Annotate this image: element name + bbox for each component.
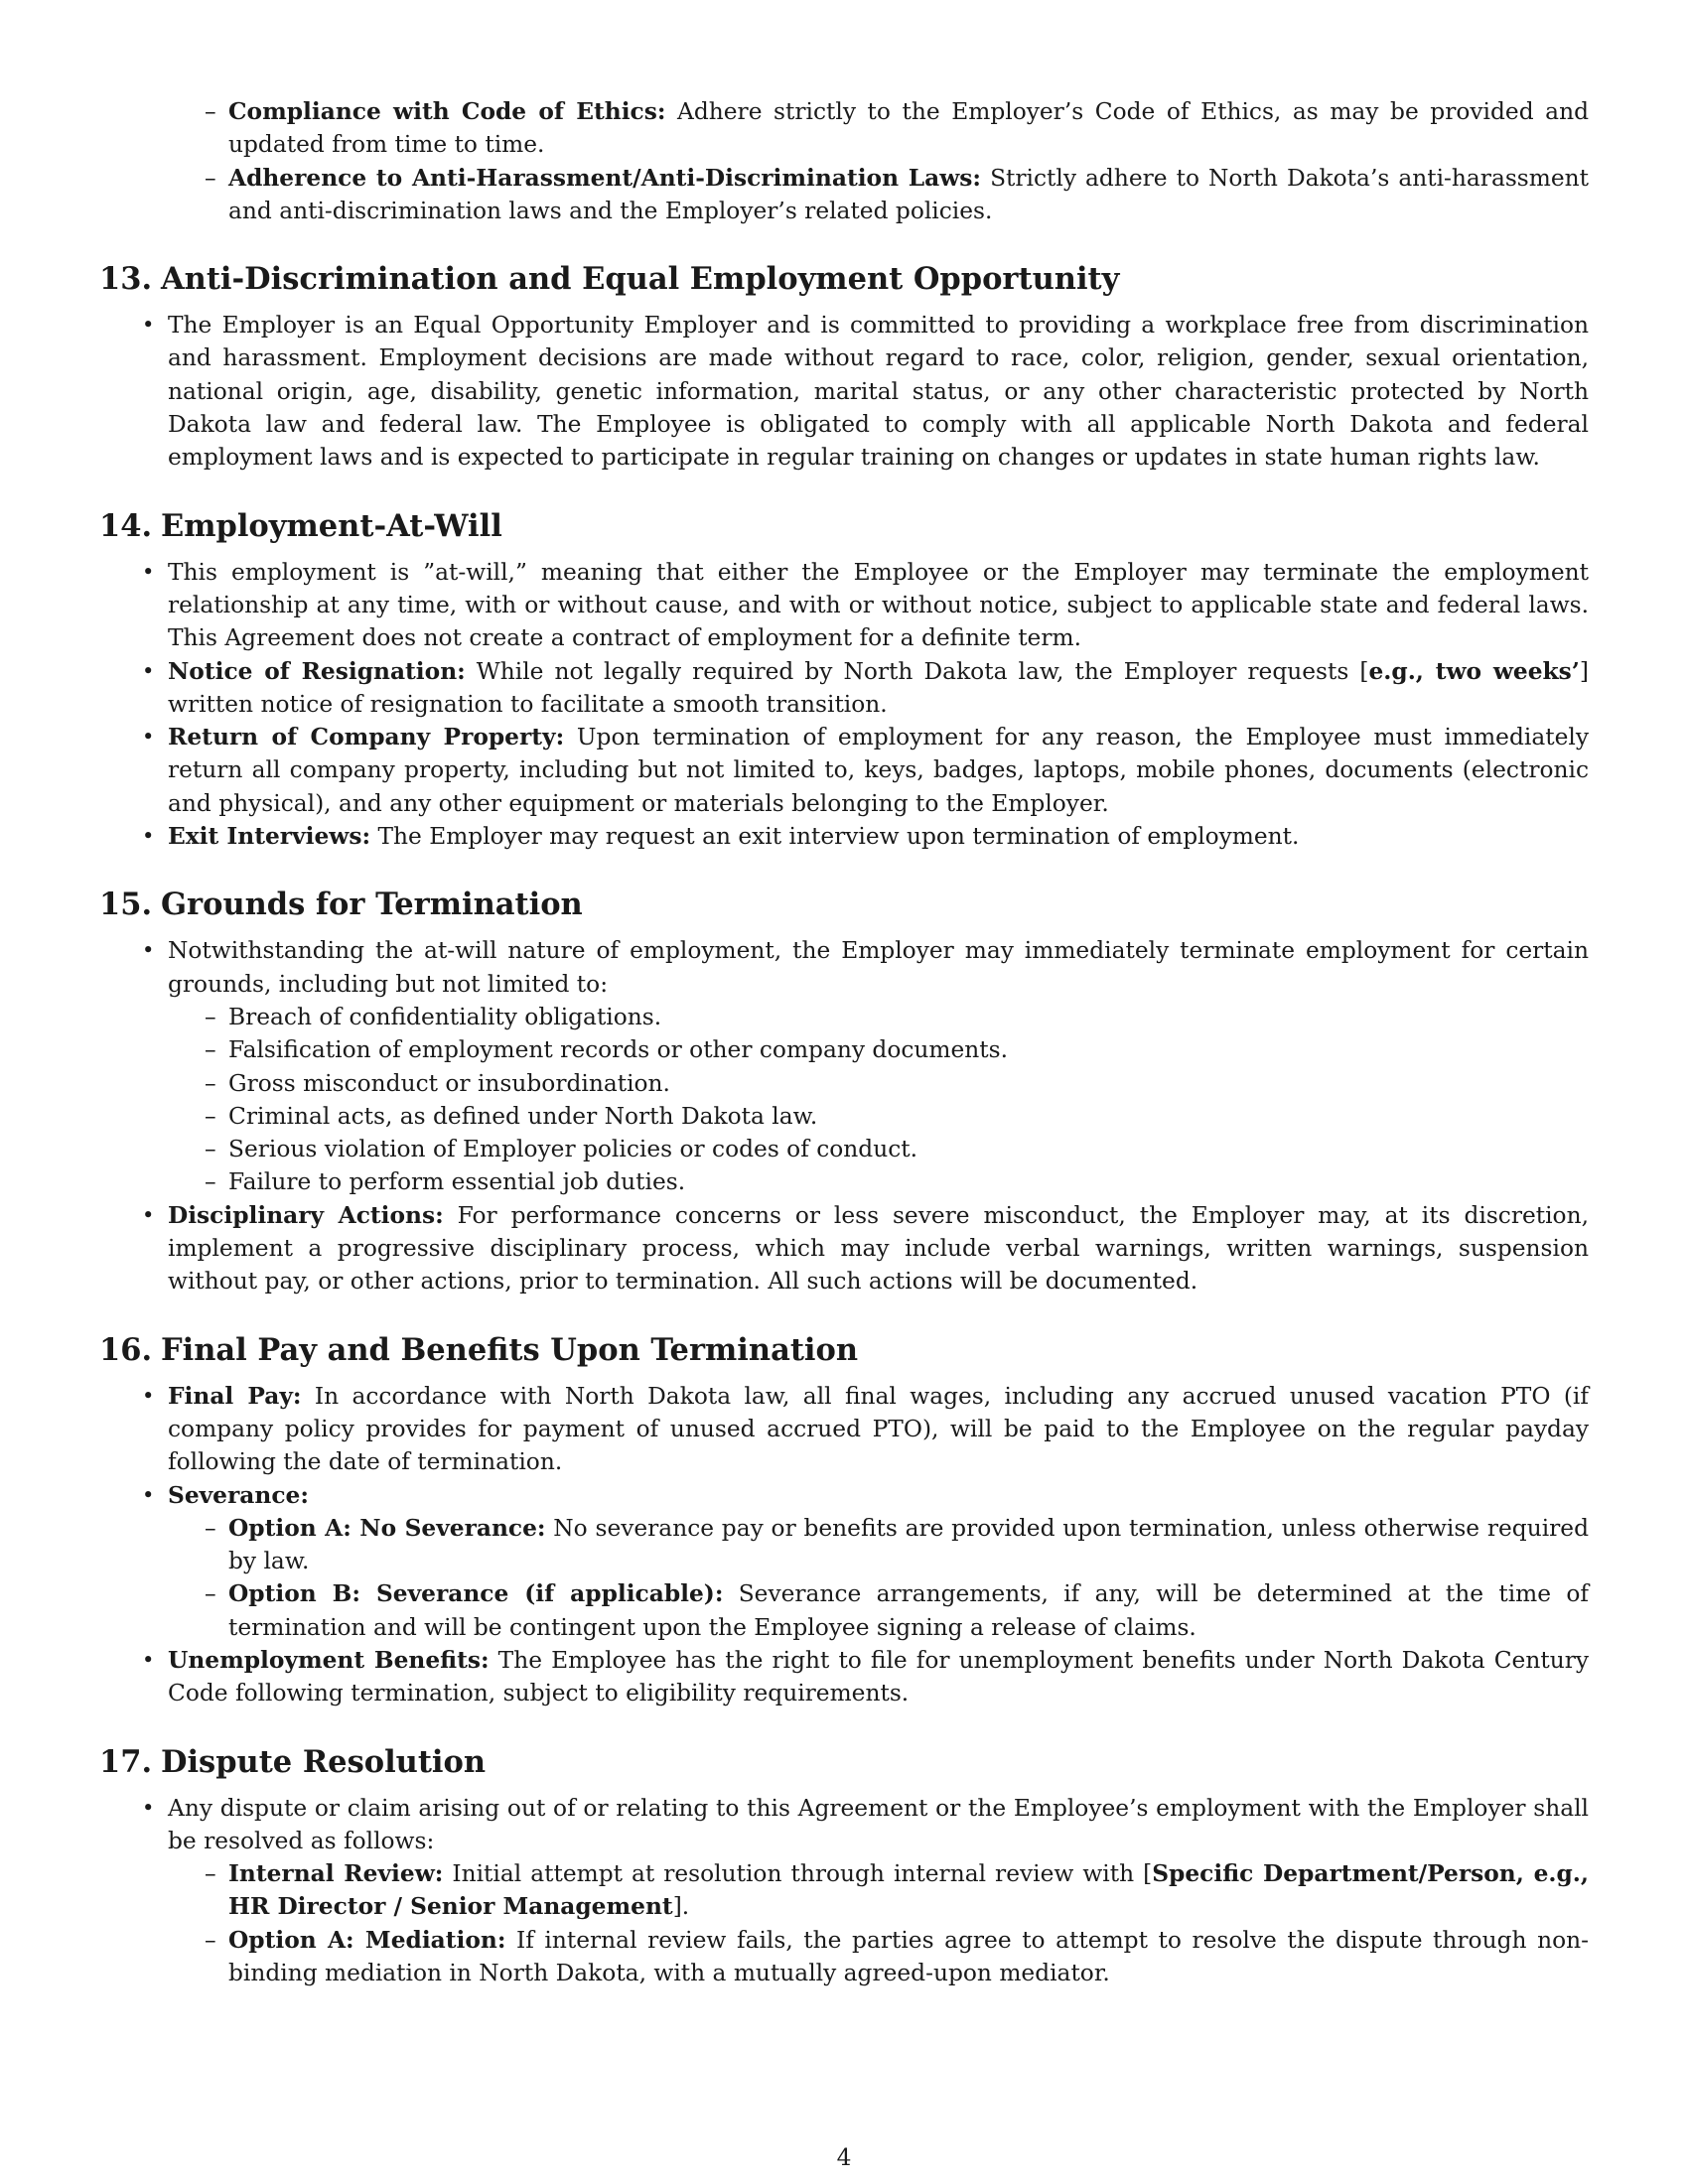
list-item: – Serious violation of Employer policies or codes of conduct. <box>168 1133 1589 1165</box>
list-item: – Adherence to Anti-Harassment/Anti-Discrimination Laws: Strictly adhere to North Dakota’s anti-harassment and anti-discrimination laws and the Employer’s related policies. <box>99 162 1589 228</box>
section-13-list <box>99 309 1589 474</box>
severance-options-list <box>168 1512 1589 1644</box>
termination-grounds-list <box>168 1001 1589 1199</box>
list-item: – Internal Review: Initial attempt at resolution through internal review with [Specific Department/Person, e.g., HR Director / Senior Management]. <box>168 1857 1589 1924</box>
section-15-list <box>99 934 1589 1297</box>
section-15-heading: 15. Grounds for Termination <box>99 887 583 923</box>
list-item: – Option A: Mediation: If internal review fails, the parties agree to attempt to resolve the dispute through non-binding mediation in North Dakota, with a mutually agreed-upon mediator. <box>168 1924 1589 1990</box>
dispute-steps-list <box>168 1857 1589 1989</box>
list-item: • Notice of Resignation: While not legally required by North Dakota law, the Employer requests [e.g., two weeks’] written notice of resignation to facilitate a smooth transition. <box>99 655 1589 722</box>
list-item: – Breach of confidentiality obligations. <box>168 1001 1589 1033</box>
section-16-heading: 16. Final Pay and Benefits Upon Termination <box>99 1331 859 1368</box>
list-item: • Unemployment Benefits: The Employee has the right to file for unemployment benefits under North Dakota Century Code following termination, subject to eligibility requirements. <box>99 1644 1589 1710</box>
list-item: – Option B: Severance (if applicable): Severance arrangements, if any, will be determined at the time of termination and will be contingent upon the Employee signing a release of claims. <box>168 1577 1589 1644</box>
section-14-list <box>99 556 1589 854</box>
page-number: 4 <box>836 2144 852 2171</box>
list-item: • The Employer is an Equal Opportunity Employer and is committed to providing a workplace free from discrimination and harassment. Employment decisions are made without regard to race, color, religion, gender, sexual orientation, national origin, age, disability, genetic information, marital status, or any other characteristic protected by North Dakota law and federal law. The Employee is obligated to comply with all applicable North Dakota and federal employment laws and is expected to participate in regular training on changes or updates in state human rights law. <box>99 309 1589 474</box>
list-item: • Return of Company Property: Upon termination of employment for any reason, the Employee must immediately return all company property, including but not limited to, keys, badges, laptops, mobile phones, documents (electronic and physical), and any other equipment or materials belonging to the Employer. <box>99 721 1589 820</box>
list-item: – Gross misconduct or insubordination. <box>168 1067 1589 1100</box>
document-page <box>99 95 1589 1989</box>
section-17-list <box>99 1792 1589 1990</box>
section-17-heading: 17. Dispute Resolution <box>99 1743 487 1780</box>
list-item: – Option A: No Severance: No severance pay or benefits are provided upon termination, unless otherwise required by law. <box>168 1512 1589 1578</box>
list-item: • Exit Interviews: The Employer may request an exit interview upon termination of employment. <box>99 820 1589 853</box>
list-item: – Compliance with Code of Ethics: Adhere strictly to the Employer’s Code of Ethics, as may be provided and updated from time to time. <box>99 95 1589 162</box>
list-item: • Severance: – Option A: No Severance: No severance pay or benefits are provided upon termination, unless otherwise required by law. – Option B: Severance (if applicable): Severance arrangements, if any, will be determined at the time of termination and will be contingent upon the Employee signing a release of claims. <box>99 1479 1589 1644</box>
section-14-heading: 14. Employment-At-Will <box>99 507 502 544</box>
list-item: – Falsification of employment records or other company documents. <box>168 1033 1589 1066</box>
list-item: • Any dispute or claim arising out of or relating to this Agreement or the Employee’s employment with the Employer shall be resolved as follows: – Internal Review: Initial attempt at resolution through internal review with [Specific Department/Person, e.g., HR Director / Senior Management]. – Option A: Mediation: If internal review fails, the parties agree to attempt to resolve the dispute through non-binding mediation in North Dakota, with a mutually agreed-upon mediator. <box>99 1792 1589 1990</box>
list-item: • This employment is ”at-will,” meaning that either the Employee or the Employer may terminate the employment relationship at any time, with or without cause, and with or without notice, subject to applicable state and federal laws. This Agreement does not create a contract of employment for a definite term. <box>99 556 1589 655</box>
list-item: – Criminal acts, as defined under North Dakota law. <box>168 1100 1589 1133</box>
list-item: – Failure to perform essential job duties. <box>168 1165 1589 1198</box>
code-of-conduct-list <box>99 95 1589 227</box>
section-16-list <box>99 1380 1589 1710</box>
list-item: • Final Pay: In accordance with North Dakota law, all final wages, including any accrued unused vacation PTO (if company policy provides for payment of unused accrued PTO), will be paid to the Employee on the regular payday following the date of termination. <box>99 1380 1589 1479</box>
list-item: • Notwithstanding the at-will nature of employment, the Employer may immediately terminate employment for certain grounds, including but not limited to: – Breach of confidentiality obligations. – Falsification of employment records or other company documents. – Gross misconduct or insubordination. – Criminal acts, as defined under North Dakota law. – Serious violation of Employer policies or codes of conduct. – Failure to perform essential job duties. <box>99 934 1589 1198</box>
section-13-heading: 13. Anti-Discrimination and Equal Employment Opportunity <box>99 261 1120 298</box>
list-item: • Disciplinary Actions: For performance concerns or less severe misconduct, the Employer may, at its discretion, implement a progressive disciplinary process, which may include verbal warnings, written warnings, suspension without pay, or other actions, prior to termination. All such actions will be documented. <box>99 1199 1589 1298</box>
